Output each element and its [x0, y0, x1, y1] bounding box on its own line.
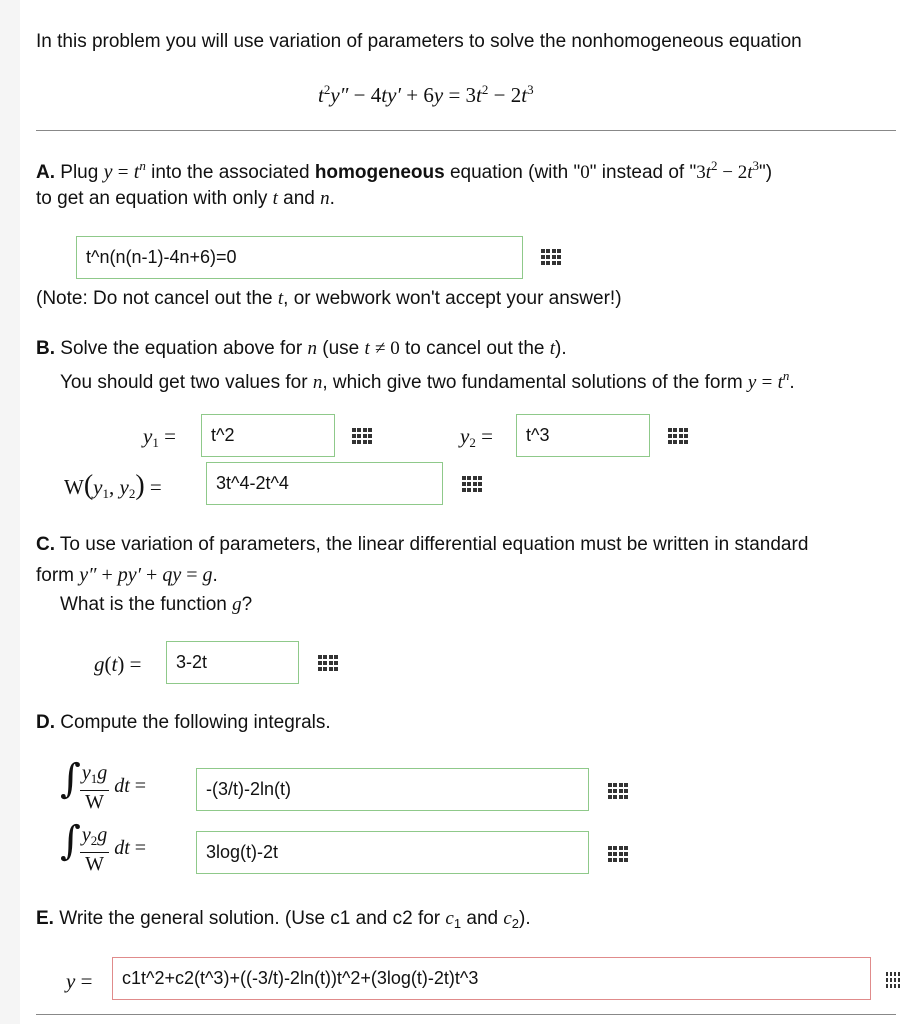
divider: [36, 1014, 896, 1015]
g-input[interactable]: 3-2t: [166, 641, 299, 684]
integral-2-label: ∫ $\frac{y_2g}{W}$ dt =: [60, 818, 147, 875]
intro-text: In this problem you will use variation of parameters to solve the nonhomogeneous equation: [36, 31, 802, 52]
answer-input-a[interactable]: t^n(n(n-1)-4n+6)=0: [76, 236, 523, 279]
y-label: y =: [66, 969, 93, 993]
y1-label: $y_1$ =: [143, 424, 176, 450]
page-left-gutter: [0, 0, 20, 1024]
integral-1-label: ∫ $\frac{y_1g}{W}$ dt =: [60, 756, 147, 813]
wronskian-input[interactable]: 3t^4-2t^4: [206, 462, 443, 505]
equation-editor-icon[interactable]: [608, 846, 628, 862]
integral-2-input[interactable]: 3log(t)-2t: [196, 831, 589, 874]
integral-1-input[interactable]: -(3/t)-2ln(t): [196, 768, 589, 811]
equation-editor-icon[interactable]: [318, 655, 338, 671]
part-e-line1: E. Write the general solution. (Use c1 and c2 for $c_1$ and $c_2$).: [36, 908, 531, 931]
g-label: g(t) =: [94, 652, 142, 676]
part-c-line1: C. To use variation of parameters, the linear differential equation must be written in standard: [36, 534, 809, 555]
general-solution-input[interactable]: c1t^2+c2(t^3)+((-3/t)-2ln(t))t^2+(3log(t)-2t)t^3: [112, 957, 871, 1000]
equation-editor-icon[interactable]: [668, 428, 688, 444]
part-c-line2: form y″ + py′ + qy = g.: [36, 564, 218, 586]
part-b-line2: You should get two values for n, which give two fundamental solutions of the form $y = t^n$.: [60, 368, 795, 393]
part-a-note: (Note: Do not cancel out the t, or webwork won't accept your answer!): [36, 288, 622, 309]
part-a-line2: to get an equation with only t and n.: [36, 188, 335, 209]
part-a-line1: A. Plug $y = t^n$ into the associated homogeneous equation (with "0" instead of "$3t^2$ − $2t^3$"): [36, 158, 773, 183]
equation-editor-icon[interactable]: [352, 428, 372, 444]
y2-label: $y_2$ =: [460, 424, 493, 450]
y1-input[interactable]: t^2: [201, 414, 335, 457]
part-d-line1: D. Compute the following integrals.: [36, 712, 331, 733]
equation-editor-icon[interactable]: [462, 476, 482, 492]
equation-editor-icon[interactable]: [886, 972, 900, 988]
y2-input[interactable]: t^3: [516, 414, 650, 457]
equation-editor-icon[interactable]: [541, 249, 561, 265]
equation-editor-icon[interactable]: [608, 783, 628, 799]
main-equation: $t^2y'' - 4ty' + 6y = 3t^2 - 2t^3$: [318, 82, 534, 107]
divider: [36, 130, 896, 131]
wronskian-label: $W(y_1$, $y_2$) =: [64, 470, 162, 501]
part-c-question: What is the function g?: [60, 594, 253, 615]
part-b-line1: B. Solve the equation above for n (use t ≠ 0 to cancel out the t).: [36, 338, 567, 359]
